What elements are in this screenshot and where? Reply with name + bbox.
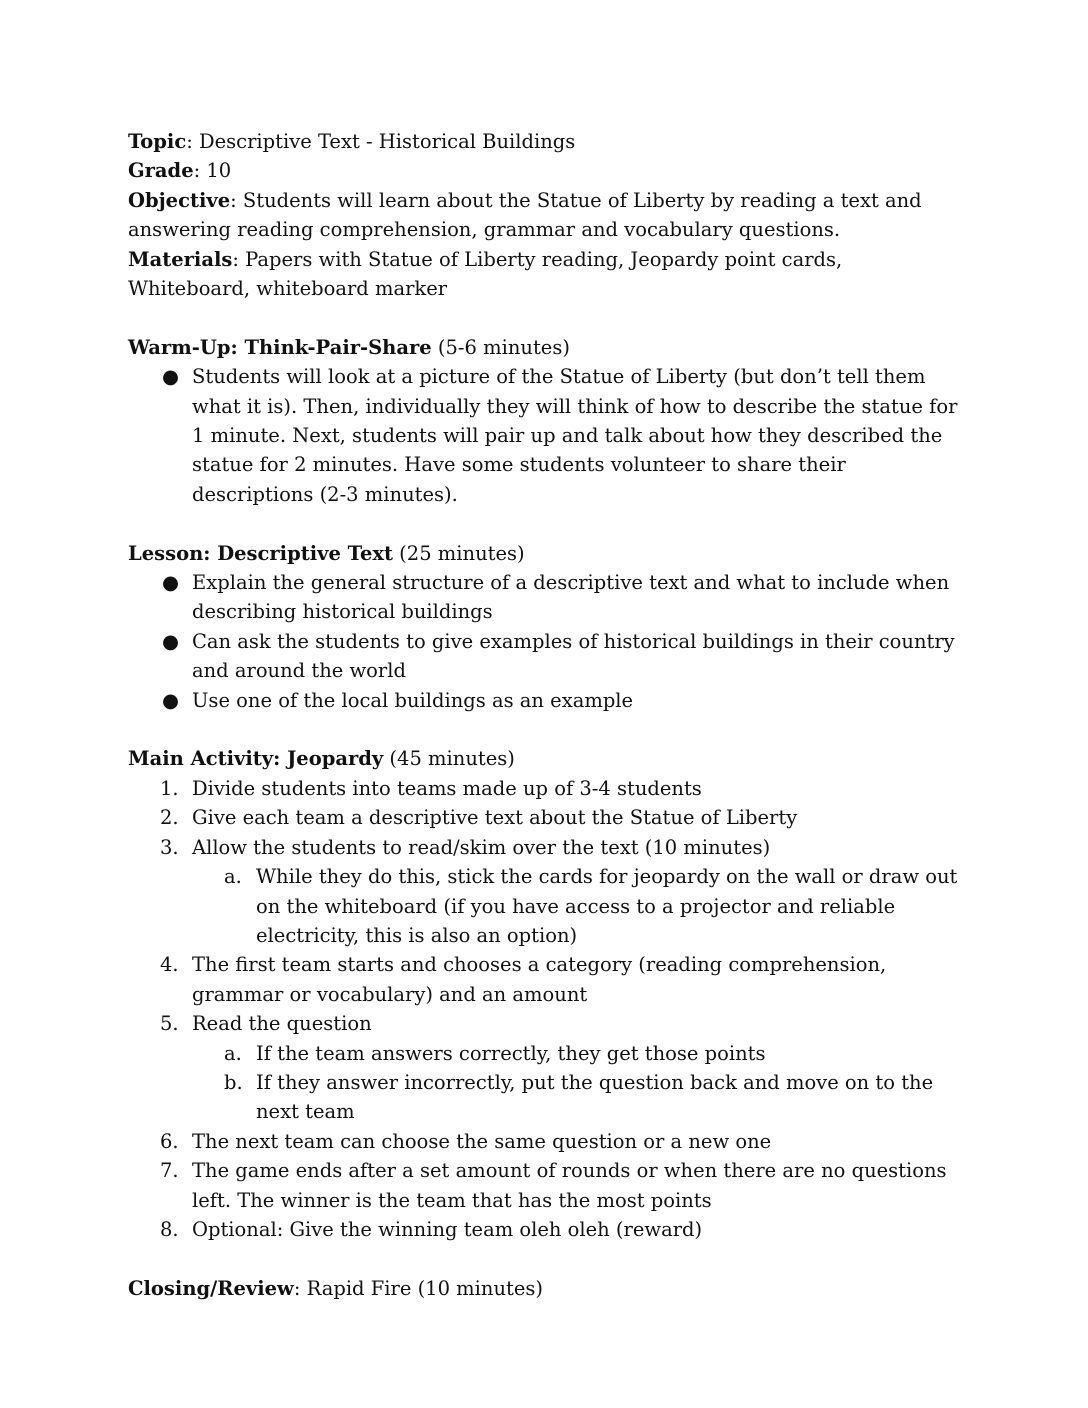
step-text: The next team can choose the same question or a new one — [192, 1129, 772, 1153]
step-item — [128, 1127, 968, 1156]
grade-label: Grade — [128, 159, 194, 183]
topic-line — [128, 127, 968, 156]
bullet-icon: ● — [162, 629, 180, 653]
step-text: The game ends after a set amount of rounds or when there are no questions left. The winner is the team that has the most points — [192, 1159, 947, 1212]
step-number: 6. — [160, 1129, 179, 1153]
closing-label: Closing/Review — [128, 1276, 294, 1300]
substep-text: While they do this, stick the cards for jeopardy on the wall or draw out on the whiteboard (if you have access to a projector and reliable electricity, this is also an option) — [256, 865, 958, 947]
step-number: 2. — [160, 806, 179, 830]
step-item — [128, 950, 968, 1009]
step-item — [128, 774, 968, 803]
bullet-icon: ● — [162, 688, 180, 712]
objective-line — [128, 186, 968, 245]
main-activity-duration: (45 minutes) — [383, 747, 515, 771]
list-item-text: Explain the general structure of a descriptive text and what to include when describing historical buildings — [192, 571, 950, 624]
step-number: 8. — [160, 1217, 179, 1241]
warmup-list — [128, 362, 968, 509]
bullet-icon: ● — [162, 365, 180, 389]
bullet-icon: ● — [162, 571, 180, 595]
list-item-text: Use one of the local buildings as an example — [192, 688, 634, 712]
step-number: 7. — [160, 1159, 179, 1183]
substep-item — [192, 862, 968, 950]
substep-letter: b. — [224, 1070, 243, 1094]
objective-label: Objective — [128, 188, 231, 212]
objective-value: : Students will learn about the Statue of Liberty by reading a text and answering reading comprehension, grammar and vocabulary questions. — [128, 188, 922, 242]
substeps — [192, 862, 968, 950]
step-item — [128, 803, 968, 832]
substep-letter: a. — [224, 865, 242, 889]
step-text: Divide students into teams made up of 3-4 students — [192, 776, 702, 800]
step-text: Optional: Give the winning team oleh oleh (reward) — [192, 1217, 703, 1241]
substep-text: If they answer incorrectly, put the question back and move on to the next team — [256, 1070, 934, 1124]
topic-label: Topic — [128, 130, 187, 153]
closing-line — [128, 1274, 968, 1303]
main-activity-title: Main Activity: Jeopardy — [128, 747, 384, 771]
lesson-title: Lesson: Descriptive Text — [128, 541, 393, 565]
step-number: 3. — [160, 835, 179, 859]
step-number: 1. — [160, 776, 179, 800]
step-text: Read the question — [192, 1012, 372, 1036]
grade-value: : 10 — [193, 159, 232, 183]
list-item — [128, 362, 968, 509]
list-item — [128, 686, 968, 715]
warmup-duration: (5-6 minutes) — [431, 335, 570, 359]
substeps — [192, 1039, 968, 1127]
lesson-list — [128, 568, 968, 715]
warmup-title: Warm-Up: Think-Pair-Share — [128, 335, 432, 359]
substep-letter: a. — [224, 1041, 242, 1065]
step-item — [128, 1215, 968, 1244]
lesson-plan — [128, 127, 968, 1303]
closing-value: : Rapid Fire (10 minutes) — [293, 1276, 544, 1300]
step-text: Allow the students to read/skim over the text (10 minutes) — [192, 835, 771, 859]
step-text: Give each team a descriptive text about the Statue of Liberty — [192, 806, 798, 830]
topic-value: : Descriptive Text - Historical Buildings — [186, 130, 576, 153]
step-number: 5. — [160, 1012, 179, 1036]
step-item — [128, 833, 968, 951]
materials-value: : Papers with Statue of Liberty reading, Jeopardy point cards, Whiteboard, whiteboard marker — [128, 247, 843, 301]
list-item-text: Can ask the students to give examples of historical buildings in their country and around the world — [192, 629, 955, 683]
materials-line — [128, 245, 968, 304]
list-item — [128, 627, 968, 686]
main-activity-steps — [128, 774, 968, 1245]
materials-label: Materials — [128, 247, 233, 271]
substep-item — [192, 1068, 968, 1127]
lesson-heading — [128, 539, 968, 568]
list-item — [128, 568, 968, 627]
step-number: 4. — [160, 953, 179, 977]
step-item — [128, 1009, 968, 1127]
grade-line — [128, 156, 968, 185]
step-text: The first team starts and chooses a category (reading comprehension, grammar or vocabulary) and an amount — [192, 953, 887, 1006]
step-item — [128, 1156, 968, 1215]
substep-item — [192, 1039, 968, 1068]
substep-text: If the team answers correctly, they get those points — [256, 1041, 766, 1065]
list-item-text: Students will look at a picture of the Statue of Liberty (but don’t tell them what it is). Then, individually they will think of how to describe the statue for 1 minute. Next, students will pair up and talk about how they described the statue for 2 minutes. Have some students volunteer to share their descriptions (2-3 minutes). — [192, 365, 958, 506]
warmup-heading — [128, 333, 968, 362]
main-activity-heading — [128, 744, 968, 773]
lesson-duration: (25 minutes) — [392, 541, 525, 565]
